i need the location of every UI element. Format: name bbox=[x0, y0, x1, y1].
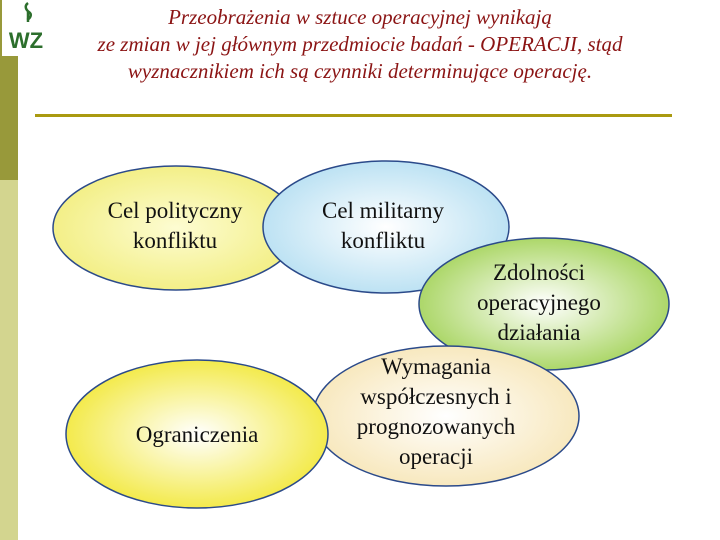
label-cel-polityczny bbox=[70, 196, 280, 256]
title-line-3: wyznacznikiem ich są czynniki determinujące operację. bbox=[127, 59, 593, 83]
label-zdolnosci-line-2: operacyjnego bbox=[477, 290, 601, 315]
title-line-1: Przeobrażenia w sztuce operacyjnej wynikają bbox=[168, 5, 552, 29]
label-zdolnosci-line-3: działania bbox=[497, 320, 581, 345]
label-zdolnosci bbox=[434, 258, 644, 348]
label-ograniczenia-line-1: Ograniczenia bbox=[135, 422, 259, 447]
label-wymagania-line-1: Wymagania bbox=[381, 354, 491, 379]
logo-text: WZ bbox=[8, 28, 44, 53]
label-ograniczenia bbox=[92, 420, 302, 450]
label-zdolnosci-line-1: Zdolności bbox=[493, 260, 585, 285]
label-cel-militarny-line-2: konfliktu bbox=[340, 228, 426, 253]
label-wymagania-line-3: prognozowanych bbox=[356, 414, 516, 439]
label-cel-militarny bbox=[278, 196, 488, 256]
label-wymagania-line-4: operacji bbox=[398, 444, 474, 469]
title-line-2: ze zmian w jej głównym przedmiocie badań - OPERACJI, stąd bbox=[97, 32, 623, 56]
label-cel-militarny-line-1: Cel militarny bbox=[321, 198, 444, 223]
label-cel-polityczny-line-1: Cel polityczny bbox=[107, 198, 243, 223]
label-wymagania bbox=[331, 352, 541, 472]
label-wymagania-line-2: współczesnych i bbox=[360, 384, 512, 409]
label-cel-polityczny-line-2: konfliktu bbox=[132, 228, 218, 253]
